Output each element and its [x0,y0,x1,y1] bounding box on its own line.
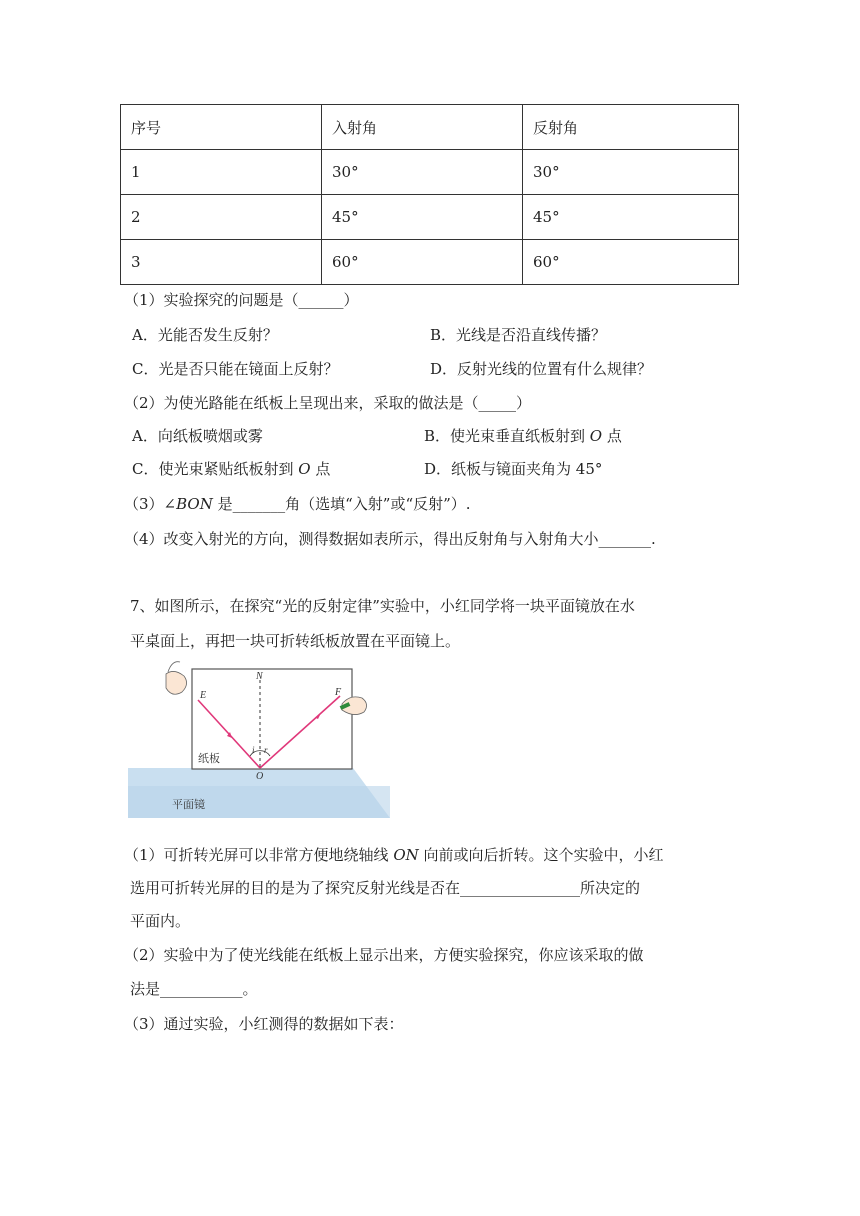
table-header-row [121,105,739,150]
option-c: C．光是否只能在镜面上反射？ [132,360,339,378]
table-cell: 60° [322,240,523,285]
label-r: r [264,745,268,755]
option-2-c: C．使光束紧贴纸板射到 O 点 [132,460,331,478]
option-2-d: D．纸板与镜面夹角为 45° [424,460,603,478]
question-7-part-2-line-1: （2）实验中为了使光线能在纸板上显示出来，方便实验探究，你应该采取的做 [124,946,644,964]
question-7-part-1-line-3: 平面内。 [130,912,191,930]
mirror-shadow [128,786,390,818]
table-header-cell: 反射角 [523,105,739,150]
table-cell: 60° [523,240,739,285]
table-row [121,150,739,195]
question-6-part-3: （3）∠BON 是_______角（选填“入射”或“反射”）. [124,495,471,513]
option-a: A．光能否发生反射？ [132,326,278,344]
question-6-part-1: （1）实验探究的问题是（______） [124,291,359,309]
question-7-intro-line-2: 平桌面上，再把一块可折转纸板放置在平面镜上。 [130,632,461,650]
question-7-part-2-line-2: 法是___________。 [130,980,258,998]
label-i: i [252,745,255,755]
label-e: E [200,690,207,701]
option-2-a: A．向纸板喷烟或雾 [132,427,263,445]
table-cell: 3 [121,240,322,285]
table-cell: 1 [121,150,322,195]
question-7-part-3: （3）通过实验，小红测得的数据如下表： [124,1015,404,1033]
table-header-cell: 入射角 [322,105,523,150]
table-row [121,195,739,240]
option-b: B．光线是否沿直线传播？ [430,326,607,344]
question-6-part-4: （4）改变入射光的方向，测得数据如表所示，得出反射角与入射角大小_______. [124,530,656,548]
table-cell: 45° [322,195,523,240]
table-cell: 30° [523,150,739,195]
label-mirror: 平面镜 [172,798,205,811]
table-cell: 30° [322,150,523,195]
question-7-part-1-line-2: 选用可折转光屏的目的是为了探究反射光线是否在________________所决定的 [130,879,641,897]
question-7-intro-line-1: 7、如图所示，在探究“光的反射定律”实验中，小红同学将一块平面镜放在水 [130,597,635,615]
label-f: F [335,687,342,698]
question-7-part-1-line-1: （1）可折转光屏可以非常方便地绕轴线 ON 向前或向后折转。这个实验中，小红 [124,846,664,864]
data-table [120,104,739,285]
question-6-part-2: （2）为使光路能在纸板上呈现出来，采取的做法是（_____） [124,394,532,412]
label-o: O [256,771,264,782]
reflection-experiment-figure [128,658,390,828]
label-n: N [256,671,263,682]
table-row [121,240,739,285]
table-cell: 45° [523,195,739,240]
option-d: D．反射光线的位置有什么规律？ [430,360,653,378]
option-2-b: B．使光束垂直纸板射到 O 点 [424,427,622,445]
left-hand-icon [166,662,187,695]
table-cell: 2 [121,195,322,240]
table-header-cell: 序号 [121,105,322,150]
label-board: 纸板 [198,752,220,765]
